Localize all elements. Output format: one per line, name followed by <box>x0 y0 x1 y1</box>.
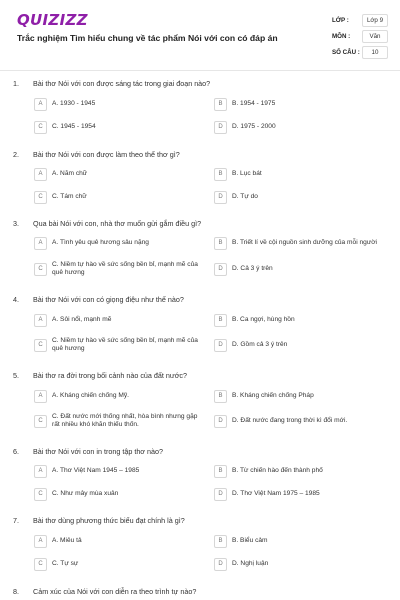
quizizz-logo: QUIZIZZ <box>17 11 88 29</box>
option-text: C. Niềm tự hào về sức sống bền bỉ, mạnh mẽ của quê hương <box>52 337 198 353</box>
worksheet-title: Trắc nghiệm Tìm hiểu chung về tác phẩm Nói với con có đáp án <box>17 33 278 43</box>
grade-field <box>332 14 388 28</box>
option-text: B. 1954 - 1975 <box>232 100 276 107</box>
option-letter: A <box>34 168 47 181</box>
option-text: A. Tình yêu quê hương sâu nặng <box>52 239 149 246</box>
question-number: 2. <box>13 150 19 159</box>
option-letter: B <box>214 465 227 478</box>
option-text: B. Biểu cảm <box>232 537 268 544</box>
option-text: C. Tám chữ <box>52 193 87 200</box>
option-text: D. 1975 - 2000 <box>232 123 276 130</box>
option-letter: B <box>214 314 227 327</box>
option-text: C. Tự sự <box>52 560 79 567</box>
question-number: 6. <box>13 447 19 456</box>
option-text: C. 1945 - 1954 <box>52 123 96 130</box>
question-text: Bài thơ ra đời trong bối cảnh nào của đất nước? <box>33 371 188 380</box>
option-letter: D <box>214 191 227 204</box>
option-text: A. Thơ Việt Nam 1945 – 1985 <box>52 467 140 474</box>
header-divider <box>0 70 400 71</box>
option-letter: B <box>214 237 227 250</box>
option-text: C. Niềm tự hào về sức sống bền bỉ, mạnh mẽ của quê hương <box>52 261 198 277</box>
option-letter: D <box>214 488 227 501</box>
option-letter: C <box>34 488 47 501</box>
option-letter: C <box>34 415 47 428</box>
question-number: 1. <box>13 79 19 88</box>
option-letter: B <box>214 168 227 181</box>
question-text: Cảm xúc của Nói với con diễn ra theo trình tự nào? <box>33 587 197 596</box>
option-letter: C <box>34 263 47 276</box>
question-text: Bài thơ dùng phương thức biểu đạt chính là gì? <box>33 516 185 525</box>
option-text: B. Ca ngợi, hùng hồn <box>232 316 295 323</box>
option-letter: C <box>34 558 47 571</box>
question-count-label: SỐ CÂU : <box>332 49 360 56</box>
worksheet-header <box>0 0 400 72</box>
subject-label: MÔN : <box>332 33 351 40</box>
option-text: D. Thơ Việt Nam 1975 – 1985 <box>232 490 320 497</box>
question-number: 4. <box>13 295 19 304</box>
option-letter: A <box>34 98 47 111</box>
option-text: A. Kháng chiến chống Mỹ. <box>52 392 129 399</box>
option-text: D. Đất nước đang trong thời kì đổi mới. <box>232 417 348 424</box>
question-number: 3. <box>13 219 19 228</box>
grade-label: LỚP : <box>332 17 349 24</box>
option-letter: D <box>214 263 227 276</box>
question-text: Bài thơ Nói với con được làm theo thể thơ gì? <box>33 150 180 159</box>
option-text: A. Miêu tả <box>52 537 82 544</box>
option-text: B. Triết lí về cội nguồn sinh dưỡng của mỗi người <box>232 239 378 246</box>
question-count-field <box>332 46 388 60</box>
option-text: A. Năm chữ <box>52 170 88 177</box>
subject-value: Văn <box>362 30 388 43</box>
option-text: B. Lục bát <box>232 170 262 177</box>
question-text: Bài thơ Nói với con in trong tập thơ nào? <box>33 447 164 456</box>
grade-value: Lớp 9 <box>362 14 388 27</box>
option-letter: C <box>34 339 47 352</box>
option-text: A. 1930 - 1945 <box>52 100 96 107</box>
option-text: D. Tự do <box>232 193 258 200</box>
option-text: B. Kháng chiến chống Pháp <box>232 392 314 399</box>
question-count-value: 10 <box>362 46 388 59</box>
question-text: Bài thơ Nói với con có giọng điệu như thế nào? <box>33 295 184 304</box>
option-letter: B <box>214 535 227 548</box>
option-letter: D <box>214 339 227 352</box>
option-letter: A <box>34 314 47 327</box>
option-text: C. Đất nước mới thống nhất, hòa bình nhưng gặp rất nhiều khó khăn thiếu thốn. <box>52 413 198 429</box>
question-text: Bài thơ Nói với con được sáng tác trong giai đoạn nào? <box>33 79 211 88</box>
subject-field <box>332 30 388 44</box>
option-letter: A <box>34 390 47 403</box>
question-number: 7. <box>13 516 19 525</box>
option-text: D. Cả 3 ý trên <box>232 265 273 272</box>
option-letter: C <box>34 121 47 134</box>
question-text: Qua bài Nói với con, nhà thơ muốn gửi gắm điều gì? <box>33 219 202 228</box>
option-text: D. Gồm cả 3 ý trên <box>232 341 288 348</box>
option-letter: A <box>34 535 47 548</box>
option-letter: A <box>34 465 47 478</box>
option-letter: D <box>214 558 227 571</box>
option-letter: D <box>214 121 227 134</box>
question-number: 5. <box>13 371 19 380</box>
option-letter: B <box>214 390 227 403</box>
option-letter: B <box>214 98 227 111</box>
option-text: B. Từ chiến hào đến thành phố <box>232 467 323 474</box>
option-text: D. Nghị luận <box>232 560 269 567</box>
option-letter: C <box>34 191 47 204</box>
option-letter: D <box>214 415 227 428</box>
option-text: A. Sôi nổi, mạnh mẽ <box>52 316 112 323</box>
question-number: 8. <box>13 587 19 596</box>
option-letter: A <box>34 237 47 250</box>
option-text: C. Như mây mùa xuân <box>52 490 119 497</box>
